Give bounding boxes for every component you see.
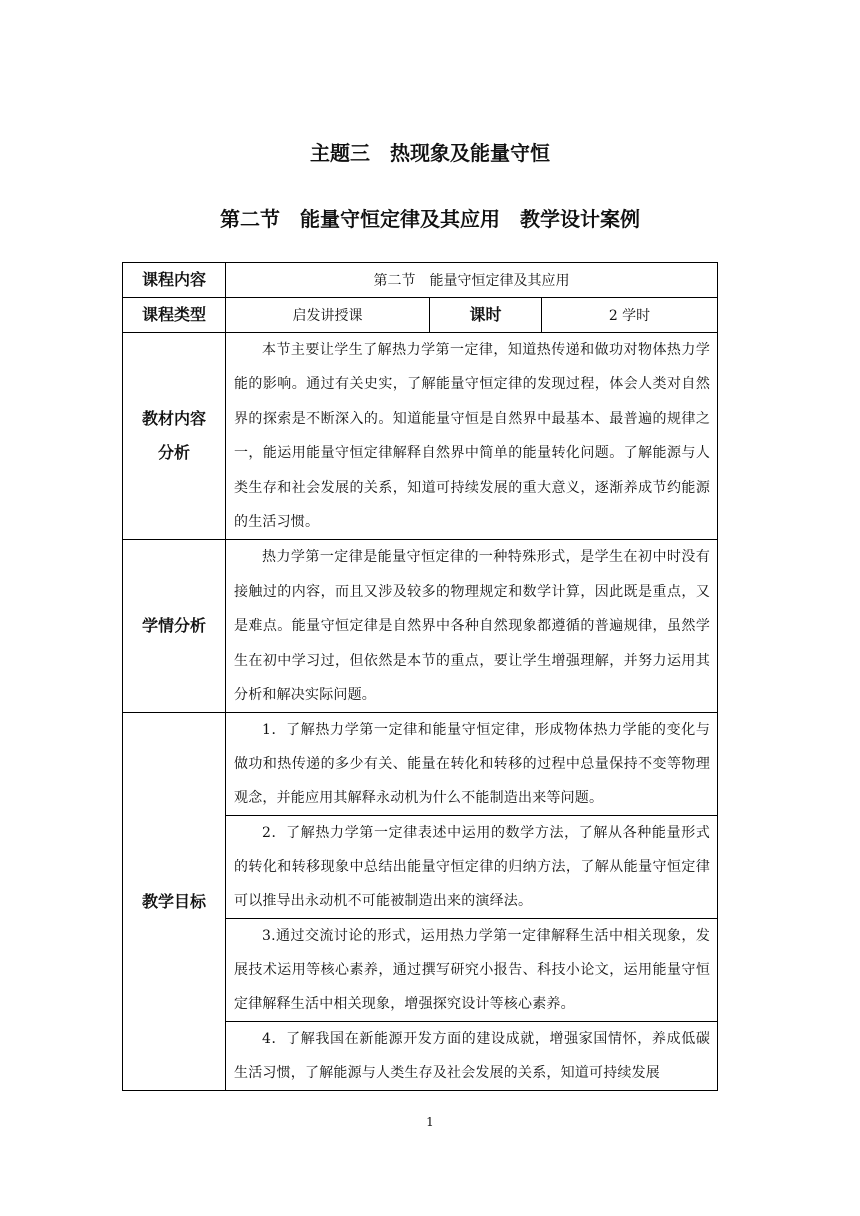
objective-item: 4．了解我国在新能源开发方面的建设成就，增强家国情怀，养成低碳生活习惯，了解能源与人类生存及社会发展的关系，知道可持续发展: [234, 1031, 711, 1082]
lesson-design-table: [122, 262, 718, 1091]
material-analysis-text: 本节主要让学生了解热力学第一定律，知道热传递和做功对物体热力学能的影响。通过有关史实，了解能量守恒定律的发现过程，体会人类对自然界的探索是不断深入的。知道能量守恒是自然界中最基本、最普遍的规律之一，能运用能量守恒定律解释自然界中简单的能量转化问题。了解能源与人类生存和社会发展的关系，知道可持续发展的重大意义，逐渐养成节约能源的生活习惯。: [234, 342, 711, 531]
row-course-type: [123, 298, 718, 333]
material-analysis-label-line1: 教材内容: [141, 409, 206, 429]
objectives-label: 教学目标: [123, 713, 226, 1091]
objective-cell-4: [226, 1022, 718, 1091]
objective-cell-3: [226, 919, 718, 1022]
row-material-analysis: [123, 333, 718, 540]
material-analysis-label: [123, 333, 226, 540]
learner-analysis-cell: [226, 540, 718, 713]
objective-cell-1: [226, 713, 718, 816]
row-objective-1: [123, 713, 718, 816]
objective-cell-2: [226, 816, 718, 919]
row-course-content: [123, 263, 718, 298]
objective-item: 2．了解热力学第一定律表述中运用的数学方法，了解从各种能量形式的转化和转移现象中总结出能量守恒定律的归纳方法，了解从能量守恒定律可以推导出永动机不可能被制造出来的演绎法。: [234, 825, 711, 910]
course-type-value: 启发讲授课: [226, 298, 430, 333]
learner-analysis-text: 热力学第一定律是能量守恒定律的一种特殊形式，是学生在初中时没有接触过的内容，而且又涉及较多的物理规定和数学计算，因此既是重点，又是难点。能量守恒定律是自然界中各种自然现象都遵循的普遍规律，虽然学生在初中学习过，但依然是本节的重点，要让学生增强理解，并努力运用其分析和解决实际问题。: [234, 549, 711, 704]
material-analysis-cell: [226, 333, 718, 540]
section-title: 第二节 能量守恒定律及其应用 教学设计案例: [220, 207, 640, 231]
material-analysis-label-line2: 分析: [157, 443, 190, 463]
course-type-label: 课程类型: [123, 298, 226, 333]
objective-item: 1．了解热力学第一定律和能量守恒定律，形成物体热力学能的变化与做功和热传递的多少有关、能量在转化和转移的过程中总量保持不变等物理观念，并能应用其解释永动机为什么不能制造出来等问题。: [234, 722, 711, 807]
row-learner-analysis: [123, 540, 718, 713]
page-number: 1: [426, 1115, 434, 1129]
course-content-label: 课程内容: [123, 263, 226, 298]
class-hours-label: 课时: [430, 298, 542, 333]
objective-item: 3.通过交流讨论的形式，运用热力学第一定律解释生活中相关现象，发展技术运用等核心素养，通过撰写研究小报告、科技小论文，运用能量守恒定律解释生活中相关现象，增强探究设计等核心素养。: [234, 928, 711, 1013]
course-content-value: 第二节 能量守恒定律及其应用: [226, 263, 718, 298]
learner-analysis-label: 学情分析: [123, 540, 226, 713]
class-hours-value: 2 学时: [542, 298, 718, 333]
document-title: 主题三 热现象及能量守恒: [310, 141, 550, 165]
